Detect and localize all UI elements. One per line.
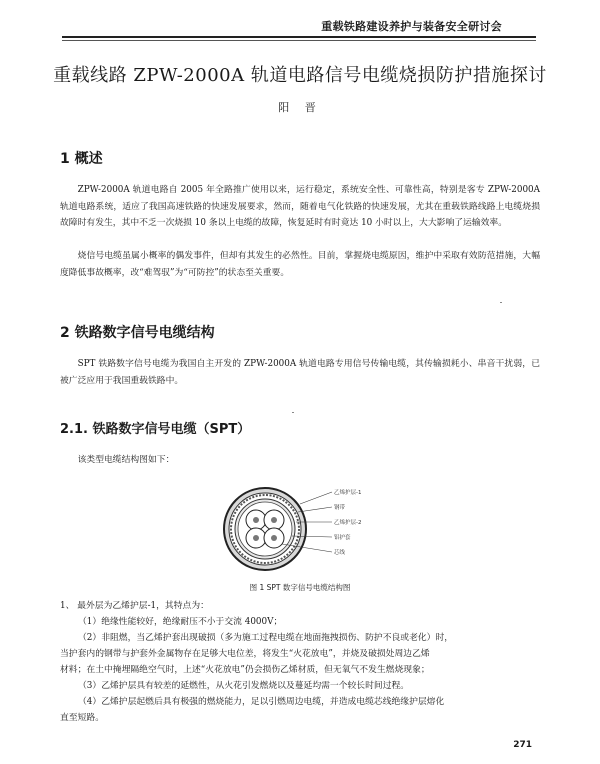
- section-1-heading: 1 概述: [60, 151, 103, 167]
- author: 阳 晋: [278, 101, 322, 114]
- figure-label-4: 铝护套: [334, 535, 351, 541]
- running-header: 重载铁路建设养护与装备安全研讨会: [321, 20, 502, 33]
- section-2-1-heading: 2.1. 铁路数字信号电缆（SPT）: [60, 422, 251, 437]
- list-item-1: 1、 最外层为乙烯护层-1，其特点为：: [60, 601, 209, 611]
- page-number: 271: [513, 740, 532, 750]
- list-sub-1: （1）绝缘性能较好，绝缘耐压不小于交流 4000V；: [78, 617, 283, 627]
- scan-speck: [500, 302, 502, 303]
- figure-label-3: 乙烯护层-2: [334, 520, 362, 526]
- header-rule-thin: [62, 40, 536, 41]
- section-2-paragraph-1: SPT 铁路数字信号电缆为我国自主开发的 ZPW-2000A 轨道电路专用信号传输电缆，其传输损耗小、串音干扰弱，已被广泛应用于我国重载铁路中。: [60, 359, 540, 386]
- figure-label-1: 乙烯护层-1: [334, 490, 362, 496]
- section-1-paragraph-2: 烧信号电缆虽属小概率的偶发事件，但却有其发生的必然性。目前，掌握烧电缆原因，维护中采取有效防范措施，大幅度降低事故概率，改“难驾驭”为“可防控”的状态至关重要。: [60, 251, 540, 278]
- figure-label-5: 芯线: [334, 550, 346, 556]
- figure-intro: 该类型电缆结构图如下：: [77, 455, 175, 465]
- paper-title: 重载线路 ZPW-2000A 轨道电路信号电缆烧损防护措施探讨: [53, 65, 547, 86]
- list-sub-3: （3）乙烯护层具有较差的延燃性，从火花引发燃烧以及蔓延均需一个较长时间过程。: [78, 681, 410, 691]
- cable-cross-section: [220, 484, 390, 574]
- list-sub-2-line-2: 当护套内的钢带与护套外金属物存在足够大电位差，将发生“火花放电”，并烧及破损处周边乙烯: [60, 649, 430, 659]
- list-sub-2-line-3: 材料；在土中掩埋隔绝空气时，上述“火花放电”仍会损伤乙烯材质，但无氧气不发生燃烧现象；: [60, 665, 430, 675]
- list-sub-4-line-2: 直至短路。: [60, 713, 104, 723]
- list-sub-4-line-1: （4）乙烯护层起燃后具有极强的燃烧能力，足以引燃周边电缆，并造成电缆芯线绝缘护层熔化: [78, 697, 445, 707]
- figure-label-2: 钢带: [334, 505, 346, 511]
- section-2-heading: 2 铁路数字信号电缆结构: [60, 325, 215, 341]
- header-rule: [62, 36, 536, 38]
- list-sub-2-line-1: （2）非阻燃，当乙烯护套出现破损（多为施工过程电缆在地面拖拽损伤、防护不良或老化）时，: [78, 633, 454, 643]
- section-1-paragraph-1: ZPW-2000A 轨道电路自 2005 年全路推广使用以来，运行稳定，系统安全性、可靠性高，特别是客专 ZPW-2000A 轨道电路系统，适应了我国高速铁路的快速发展要求，然而，随着电气化铁路的快速发展，尤其在重载铁路线路上电缆烧损故障时有发生，其中不乏一次烧损 10 条以上电缆的故障，恢复延时有时竟达 10 小时以上，大大影响了运输效率。: [60, 185, 540, 228]
- scan-speck: [292, 412, 294, 413]
- cable-structure-figure: [220, 484, 390, 574]
- figure-caption: 图 1 SPT 数字信号电缆结构图: [249, 583, 351, 592]
